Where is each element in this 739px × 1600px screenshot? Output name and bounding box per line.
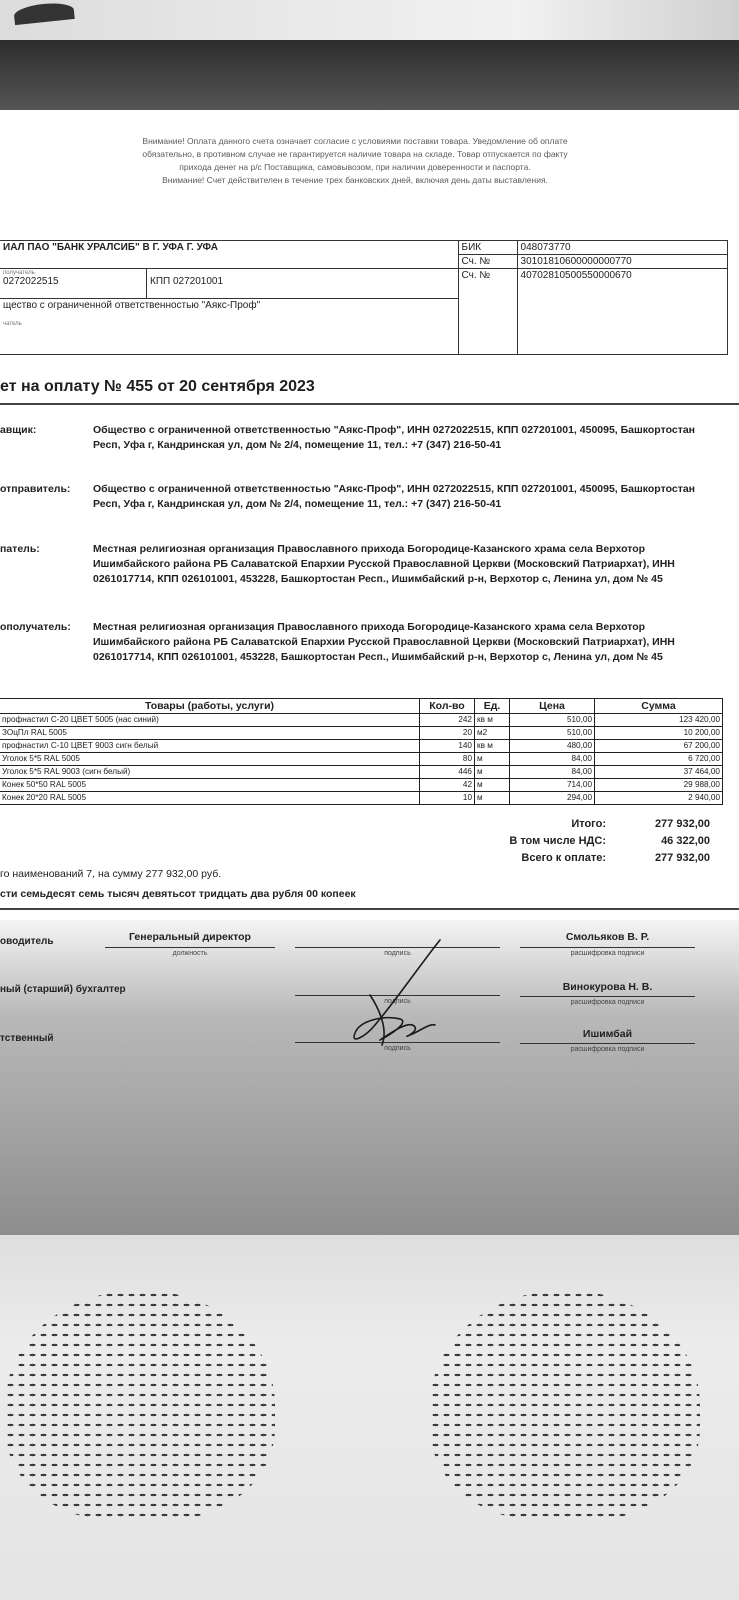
cell-price: 510,00	[510, 727, 595, 740]
cell-sum: 2 940,00	[595, 792, 723, 805]
col-qty-header: Кол-во	[420, 699, 475, 714]
accountant-name: Винокурова Н. В.	[562, 981, 653, 993]
cell-price: 480,00	[510, 740, 595, 753]
signature-line	[520, 996, 695, 997]
cell-name: профнастил С-20 ЦВЕТ 5005 (нас синий)	[0, 714, 420, 727]
position-caption: должность	[172, 950, 208, 957]
items-summary: го наименований 7, на сумму 277 932,00 руб.	[0, 868, 222, 880]
table-row	[0, 727, 723, 740]
cell-sum: 6 720,00	[595, 753, 723, 766]
party-label: отправитель:	[0, 483, 71, 495]
party-text: Общество с ограниченной ответственностью "Аякс-Проф", ИНН 0272022515, КПП 027201001, 450095, Башкортостан Респ, Уфа г, Кандринская ул, дом № 2/4, помещение 11, тел.: +7 (347) 216-50-41	[93, 483, 696, 510]
cell-qty: 20	[420, 727, 475, 740]
cell-sum: 123 420,00	[595, 714, 723, 727]
corr-account-value: 30101810600000000770	[517, 255, 727, 269]
table-row	[0, 753, 723, 766]
cell-name: Уголок 5*5 RAL 9003 (сигн белый)	[0, 766, 420, 779]
photo-object	[13, 1, 75, 25]
table-row	[0, 740, 723, 753]
signature-line	[520, 947, 695, 948]
goods-header-row	[0, 699, 723, 714]
party-text: Местная религиозная организация Православного прихода Богородице-Казанского храма села Верхотор Ишимбайского района РБ Салаватской Епархии Русской Православной Церкви (Московский Патриархат), ИНН 0261017714, КПП 026101001, 453228, Башкортостан Респ., Ишимбайский р-н, Верхотор с, Ленина ул, дом № 45	[93, 621, 675, 663]
supplier-block	[0, 423, 739, 473]
corr-account-label: Сч. №	[458, 255, 517, 269]
cell-qty: 242	[420, 714, 475, 727]
inn-cell: получатель 0272022515	[0, 269, 147, 299]
cell-qty: 446	[420, 766, 475, 779]
cell-unit: м	[475, 766, 510, 779]
company-name: щество с ограниченной ответственностью "Аякс-Проф" чатель	[0, 299, 458, 355]
signature-caption: подпись	[384, 998, 411, 1005]
vat-row: В том числе НДС: 46 322,00	[509, 835, 710, 847]
cell-sum: 67 200,00	[595, 740, 723, 753]
totals-block	[470, 818, 710, 869]
cell-name: профнастил С-10 ЦВЕТ 9003 сигн белый	[0, 740, 420, 753]
cell-qty: 80	[420, 753, 475, 766]
goods-table	[0, 698, 723, 805]
handwritten-signature	[340, 935, 460, 1065]
cell-price: 510,00	[510, 714, 595, 727]
amount-in-words: сти семьдесят семь тысяч девятьсот тридцать два рубля 00 копеек	[0, 888, 356, 900]
consignee-block	[0, 620, 739, 685]
cell-unit: кв м	[475, 714, 510, 727]
decoding-caption: расшифровка подписи	[570, 1046, 645, 1053]
cell-price: 714,00	[510, 779, 595, 792]
divider	[0, 908, 739, 910]
cell-sum: 10 200,00	[595, 727, 723, 740]
bank-name: ИАЛ ПАО "БАНК УРАЛСИБ" В Г. УФА Г. УФА	[0, 241, 458, 269]
signature-caption: подпись	[384, 950, 411, 957]
cell-price: 84,00	[510, 753, 595, 766]
account-label: Сч. №	[458, 269, 517, 355]
account-value: 40702810500550000670	[517, 269, 727, 355]
photo-background-top	[0, 0, 739, 40]
party-text: Общество с ограниченной ответственностью "Аякс-Проф", ИНН 0272022515, КПП 027201001, 450095, Башкортостан Респ, Уфа г, Кандринская ул, дом № 2/4, помещение 11, тел.: +7 (347) 216-50-41	[93, 424, 696, 451]
director-position: Генеральный директор	[129, 931, 251, 943]
cell-name: Конек 20*20 RAL 5005	[0, 792, 420, 805]
signature-line	[105, 947, 275, 948]
responsible-name: Ишимбай	[582, 1028, 633, 1040]
cell-qty: 10	[420, 792, 475, 805]
shipper-block	[0, 482, 739, 532]
table-row	[0, 714, 723, 727]
bik-label: БИК	[458, 241, 517, 255]
cell-name: Уголок 5*5 RAL 5005	[0, 753, 420, 766]
party-label: ополучатель:	[0, 621, 71, 633]
director-label: оводитель	[0, 936, 54, 947]
col-name-header: Товары (работы, услуги)	[0, 699, 420, 714]
kpp-cell: КПП 027201001	[147, 269, 459, 299]
accountant-label: ный (старший) бухгалтер	[0, 984, 126, 995]
photo-background-bottom	[0, 1235, 739, 1600]
invoice-sheet	[0, 40, 739, 1235]
signature-line	[520, 1043, 695, 1044]
decoding-caption: расшифровка подписи	[570, 999, 645, 1006]
cell-name: Конек 50*50 RAL 5005	[0, 779, 420, 792]
signature-caption: подпись	[384, 1045, 411, 1052]
cell-qty: 42	[420, 779, 475, 792]
cell-sum: 37 464,00	[595, 766, 723, 779]
total-row: Итого: 277 932,00	[571, 818, 710, 830]
cell-unit: м2	[475, 727, 510, 740]
cell-price: 294,00	[510, 792, 595, 805]
grand-total-row: Всего к оплате: 277 932,00	[521, 852, 710, 864]
cell-unit: м	[475, 753, 510, 766]
col-price-header: Цена	[510, 699, 595, 714]
party-label: авщик:	[0, 424, 37, 436]
bik-value: 048073770	[517, 241, 727, 255]
cell-unit: м	[475, 779, 510, 792]
responsible-label: тственный	[0, 1033, 54, 1044]
pattern-decoration	[430, 1290, 700, 1520]
cell-unit: кв м	[475, 740, 510, 753]
buyer-block	[0, 542, 739, 607]
decoding-caption: расшифровка подписи	[570, 950, 645, 957]
notice-line: обязательно, в противном случае не гарантируется наличие товара на складе. Товар отпускается по факту	[142, 149, 568, 159]
col-sum-header: Сумма	[595, 699, 723, 714]
table-row	[0, 792, 723, 805]
party-label: патель:	[0, 543, 40, 555]
cell-sum: 29 988,00	[595, 779, 723, 792]
cell-name: ЗОцПл RAL 5005	[0, 727, 420, 740]
cell-unit: м	[475, 792, 510, 805]
notice-line: Внимание! Оплата данного счета означает согласие с условиями поставки товара. Уведомление об оплате	[142, 136, 568, 146]
bank-details-table	[0, 240, 728, 355]
payment-notice	[70, 135, 640, 187]
divider	[0, 403, 739, 405]
col-unit-header: Ед.	[475, 699, 510, 714]
director-name: Смольяков В. Р.	[565, 931, 650, 943]
table-row	[0, 779, 723, 792]
table-row	[0, 766, 723, 779]
pattern-decoration	[5, 1290, 275, 1520]
cell-price: 84,00	[510, 766, 595, 779]
party-text: Местная религиозная организация Православного прихода Богородице-Казанского храма села Верхотор Ишимбайского района РБ Салаватской Епархии Русской Православной Церкви (Московский Патриархат), ИНН 0261017714, КПП 026101001, 453228, Башкортостан Респ., Ишимбайский р-н, Верхотор с, Ленина ул, дом № 45	[93, 543, 675, 585]
notice-line: Внимание! Счет действителен в течение трех банковских дней, включая день даты выставления.	[162, 175, 548, 185]
cell-qty: 140	[420, 740, 475, 753]
notice-line: прихода денег на р/с Поставщика, самовывозом, при наличии доверенности и паспорта.	[179, 162, 531, 172]
invoice-title: ет на оплату № 455 от 20 сентября 2023	[0, 378, 315, 395]
